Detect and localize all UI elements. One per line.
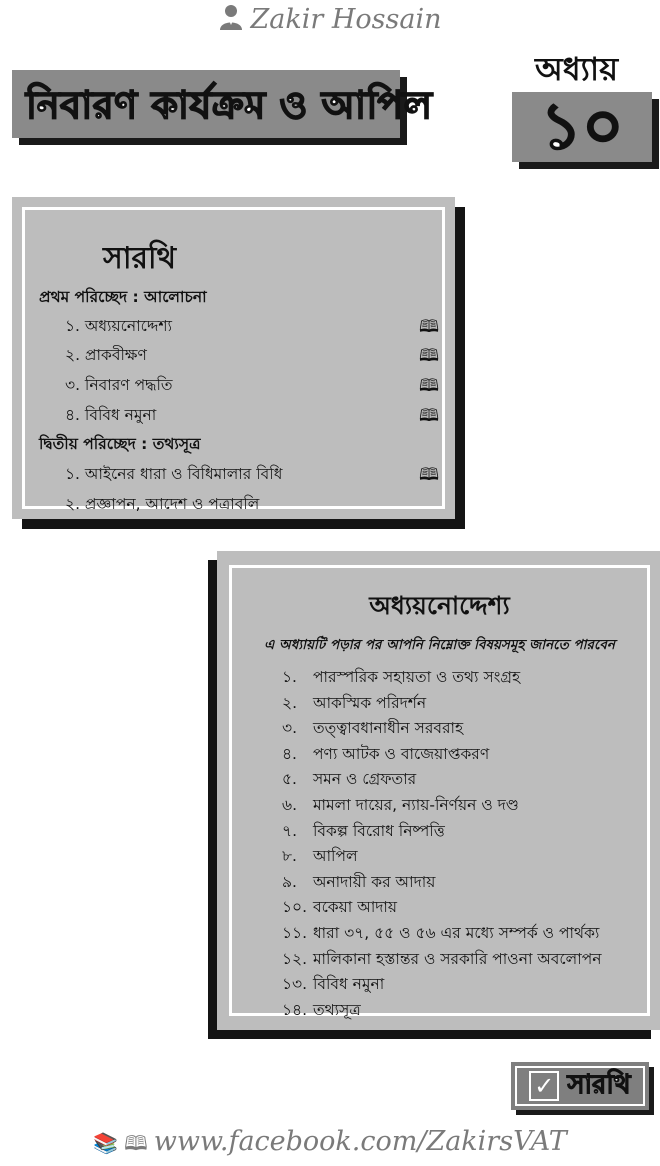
open-book-icon[interactable]: 🕮 [419,317,440,337]
objective-item [282,665,520,691]
objective-item [282,742,489,768]
objective-item [282,716,463,742]
author-header [0,4,660,37]
objective-number: ১১. [282,924,308,942]
author-name: Zakir Hossain [250,4,442,35]
objective-text: সমন ও গ্রেফতার [312,770,417,789]
objectives-subtitle: এ অধ্যায়টি পড়ার পর আপনি নিম্নোক্ত বিষয়সমূহ জানতে পারবেন [264,637,615,653]
contents-frame [22,207,445,513]
checkbox-icon: ✓ [529,1071,559,1101]
objective-number: ৫. [282,770,297,789]
section-heading-1: প্রথম পরিচ্ছেদ : আলোচনা [39,288,207,306]
contents-item[interactable]: ৪. বিবিধ নমুনা [65,406,157,424]
objective-item [282,895,397,921]
objective-text: আকস্মিক পরিদর্শন [312,693,427,712]
objective-item [282,998,361,1024]
objective-item [282,844,358,870]
person-icon [219,4,243,37]
objective-item [282,947,601,973]
objective-number: ১. [282,668,297,686]
chapter-title-banner [12,70,433,138]
chapter-number: ১০ [540,90,624,164]
objective-text: পণ্য আটক ও বাজেয়াপ্তকরণ [312,744,490,763]
objective-text: আপিল [312,847,358,866]
objective-item [282,819,445,845]
objective-item [282,691,426,717]
objective-item [282,870,435,896]
objective-text: বিকল্প বিরোধ নিষ্পত্তি [312,821,445,840]
contents-item[interactable]: ২. প্রজ্ঞাপন, আদেশ ও পত্রাবলি [65,495,260,513]
open-book-icon[interactable]: 🕮 [419,465,440,485]
objective-text: মামলা দায়ের, ন্যায়-নির্ণয়ন ও দণ্ড [312,796,519,814]
objective-item [282,767,416,793]
objective-text: পারস্পরিক সহায়তা ও তথ্য সংগ্রহ [312,668,521,686]
sarathi-badge[interactable] [511,1062,649,1110]
objectives-heading: অধ্যয়নোদ্দেশ্য [369,591,510,620]
section-heading-2: দ্বিতীয় পরিচ্ছেদ : তথ্যসূত্র [39,435,201,453]
badge-label: সারথি [567,1070,631,1100]
objective-number: ৮. [282,847,297,866]
objective-number: ৭. [282,821,298,840]
contents-item[interactable]: ১. অধ্যয়নোদ্দেশ্য [65,317,172,335]
objectives-frame [229,565,650,1019]
objective-text: ধারা ৩৭, ৫৫ ও ৫৬ এর মধ্যে সম্পর্ক ও পার্থক্য [312,924,600,942]
chapter-title: নিবারণ কার্যক্রম ও আপিল [26,83,433,127]
contents-item[interactable]: ৩. নিবারণ পদ্ধতি [65,376,173,394]
objective-text: বিবিধ নমুনা [312,975,385,994]
objective-text: মালিকানা হস্তান্তর ও সরকারি পাওনা অবলোপন [312,949,602,968]
objective-text: বকেয়া আদায় [312,898,398,917]
objective-number: ৩. [282,719,298,738]
contents-item[interactable]: ২. প্রাকবীক্ষণ [65,346,147,364]
open-book-icon[interactable]: 🕮 [419,346,440,366]
open-book-icon: 🕮 [124,1131,148,1155]
objective-number: ৪. [282,744,297,763]
objective-number: ৬. [282,796,298,814]
objective-item [282,921,599,947]
objective-text: তথ্যসূত্র [312,1000,361,1019]
objective-number: ৯. [282,872,297,891]
contents-heading: সারথি [103,241,177,276]
chapter-label: অধ্যায় [535,50,619,88]
open-book-icon[interactable]: 🕮 [419,376,440,396]
badge-frame [515,1066,645,1106]
objective-number: ২. [282,693,298,712]
footer [0,1126,660,1163]
objective-text: অনাদায়ী কর আদায় [312,872,436,891]
objective-number: ১৪. [282,1000,308,1019]
objective-number: ১৩. [282,975,308,994]
objective-item [282,972,384,998]
objective-item [282,793,519,819]
objective-number: ১২. [282,949,308,968]
contents-panel [12,197,455,519]
chapter-number-box [512,92,652,162]
open-book-icon[interactable]: 🕮 [419,406,440,426]
contents-item[interactable]: ১. আইনের ধারা ও বিধিমালার বিধি [65,465,283,483]
footer-url[interactable]: www.facebook.com/ZakirsVAT [153,1126,567,1157]
objective-text: তত্ত্বাবধানাধীন সরবরাহ [312,719,464,738]
objective-number: ১০. [282,898,308,917]
books-icon: 📚 [93,1131,119,1155]
objectives-panel [217,551,660,1030]
